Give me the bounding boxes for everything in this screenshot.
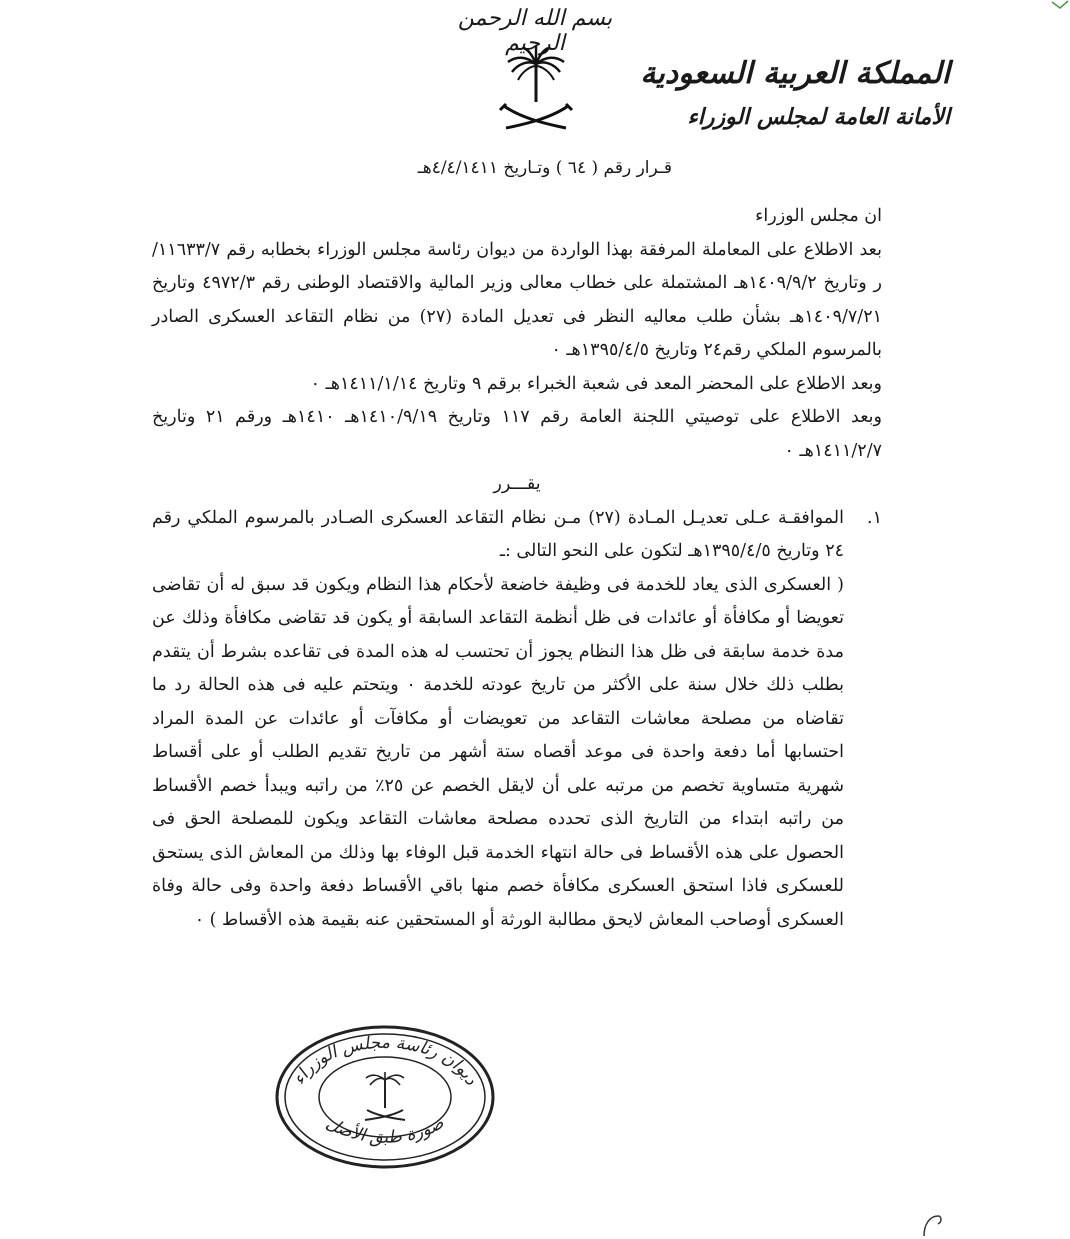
whereas-paragraph-2: وبعد الاطلاع على المحضر المعد فى شعبة الخبراء برقم ٩ وتاريخ ١٤١١/١/١٤هـ ٠ (310, 373, 882, 394)
official-stamp (270, 1022, 500, 1172)
whereas-paragraph-3: وبعد الاطلاع على توصيتي اللجنة العامة رقم ١١٧ وتاريخ ١٤١٠/٩/١٩هـ ١٤١٠هـ ورقم ٢١ وتاريخ ١٤١١/٢/٧هـ ٠ (152, 407, 883, 461)
corner-curl-icon (920, 1212, 944, 1238)
saudi-emblem-icon (496, 44, 576, 134)
clause-1 (152, 502, 882, 938)
basmala: بسم الله الرحمن الرحيم (457, 6, 613, 56)
decision-number-line: قـرار رقم ( ٦٤ ) وتـاريخ ٤/٤/١٤١١هـ (417, 158, 672, 178)
svg-text:صورة طبق الأصل: صورة طبق الأصل (322, 1113, 448, 1148)
clause-intro: الموافقـة عـلى تعديـل المـادة (٢٧) مـن نظام التقاعد العسكرى الصـادر بالمرسوم الملكي رقم ٢٤ وتاريخ ١٣٩٥/٤/٥هـ لتكون على النحو التالى :ـ (152, 507, 845, 561)
clause-text: ( العسكرى الذى يعاد للخدمة فى وظيفة خاضعة لأحكام هذا النظام ويكون قد سبق له أن تقاضى تعويضا أو مكافأة أو عائدات فى ظل أنظمة التقاعد السابقة أو يكون قد تقاضى مكافأة وذلك عن مدة خدمة سابقة فى ظل هذا النظام يجوز أن تحتسب له هذه المدة فى تقاعده بشرط أن يتقدم بطلب ذلك خلال سنة على الأكثر من تاريخ عودته للخدمة ٠ ويتحتم عليه فى هذه الحالة رد ما تقاضاه من مصلحة معاشات التقاعد من تعويضات أو مكافآت أو عائدات عن المدة المراد احتسابها أما دفعة واحدة فى موعد أقصاه ستة أشهر من تاريخ تقديم الطلب أو على أقساط شهرية متساوية تخصم من مرتبه على أن لايقل الخصم عن ٢٥٪ من راتبه ويبدأ خصم الأقساط من راتبه ابتداء من التاريخ الذى تحدده مصلحة معاشات التقاعد ويكون للمصلحة الحق فى الحصول على هذه الأقساط فى حالة انتهاء الخدمة قبل الوفاء بها وذلك من المعاش الذى يستحق للعسكرى فاذا استحق العسكرى مكافأة خصم منها باقي الأقساط دفعة واحدة وفى حالة وفاة العسكرى أوصاحب المعاش لايحق مطالبة الورثة أو المستحقين عنه بقيمة هذه الأقساط ) ٠ (152, 574, 844, 930)
opening-line: ان مجلس الوزراء (755, 206, 882, 226)
letterhead (640, 52, 950, 134)
corner-tick-icon (1050, 0, 1070, 10)
secretariat-title: الأمانة العامة لمجلس الوزراء (687, 104, 950, 130)
stamp-emblem-icon (365, 1072, 405, 1120)
document-body (152, 200, 882, 937)
svg-text:ديوان رئاسة مجلس الوزراء: ديوان رئاسة مجلس الوزراء (288, 1032, 482, 1089)
clause-body (152, 502, 844, 938)
clause-number: ١. (867, 507, 882, 528)
whereas-paragraph-1: بعد الاطلاع على المعاملة المرفقة بهذا الواردة من ديوان رئاسة مجلس الوزراء بخطابه رقم ١١٦٣٣/٧/ر وتاريخ ١٤٠٩/٩/٢هـ المشتملة على خطاب معالى وزير المالية والاقتصاد الوطنى رقم ٤٩٧٢/٣ وتاريخ ١٤٠٩/٧/٢١هـ بشأن طلب معاليه النظر فى تعديل المادة (٢٧) من نظام التقاعد العسكرى الصادر بالمرسوم الملكي رقم٢٤ وتاريخ ١٣٩٥/٤/٥هـ ٠ (152, 239, 882, 360)
kingdom-title: المملكة العربية السعودية (640, 56, 950, 91)
decides-heading: يقـــرر (493, 474, 541, 494)
